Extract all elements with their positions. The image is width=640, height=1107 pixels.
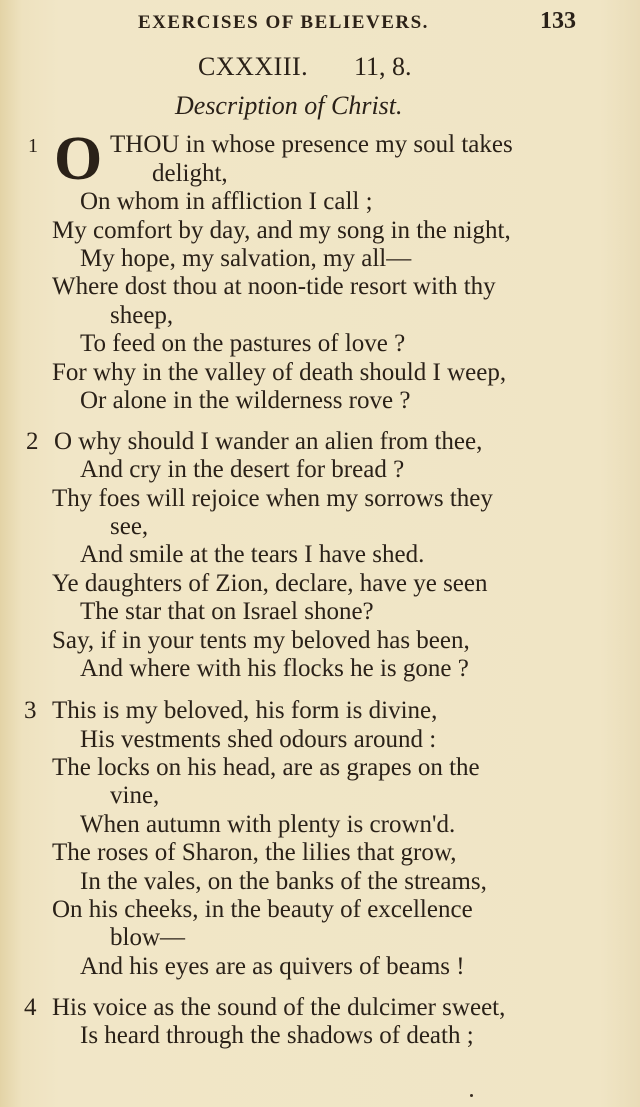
stanza-1-line-6: Where dost thou at noon-tide resort with thy	[52, 273, 496, 300]
stanza-1-line-2: delight,	[152, 160, 228, 187]
stanza-4-line-2: Is heard through the shadows of death ;	[80, 1022, 474, 1049]
ink-speck	[470, 1094, 473, 1097]
stanza-2-number: 2	[26, 428, 39, 455]
stanza-1-line-3: On whom in affliction I call ;	[80, 188, 373, 215]
stanza-2-line-1: O why should I wander an alien from thee,	[54, 428, 483, 455]
stanza-3-line-6: The roses of Sharon, the lilies that grow,	[52, 839, 457, 866]
page-number: 133	[540, 8, 576, 34]
stanza-2-line-3: Thy foes will rejoice when my sorrows they	[52, 485, 493, 512]
stanza-3-number: 3	[24, 697, 37, 724]
stanza-1-line-8: To feed on the pastures of love ?	[80, 330, 406, 357]
stanza-2-line-9: And where with his flocks he is gone ?	[80, 655, 469, 682]
stanza-2-line-6: Ye daughters of Zion, declare, have ye seen	[52, 570, 488, 597]
stanza-2-line-4: see,	[110, 513, 149, 540]
stanza-2-line-8: Say, if in your tents my beloved has been,	[52, 627, 470, 654]
hymn-number: CXXXIII.	[198, 52, 309, 81]
stanza-1-line-4: My comfort by day, and my song in the night,	[52, 217, 511, 244]
drop-cap: O	[54, 125, 103, 193]
hymn-title: Description of Christ.	[175, 91, 403, 120]
hymn-meter: 11, 8.	[354, 52, 412, 81]
stanza-2-line-5: And smile at the tears I have shed.	[80, 541, 425, 568]
stanza-4-number: 4	[24, 994, 37, 1021]
stanza-3-line-10: And his eyes are as quivers of beams !	[80, 953, 465, 980]
stanza-1-line-10: Or alone in the wilderness rove ?	[80, 387, 411, 414]
stanza-1-line-1: THOU in whose presence my soul takes	[110, 131, 513, 158]
stanza-3-line-2: His vestments shed odours around :	[80, 726, 437, 753]
running-head	[0, 8, 640, 42]
stanza-2-line-2: And cry in the desert for bread ?	[80, 456, 405, 483]
stanza-3-line-5: When autumn with plenty is crown'd.	[80, 811, 456, 838]
stanza-4-line-1: His voice as the sound of the dulcimer sweet,	[52, 994, 506, 1021]
stanza-1-number: 1	[28, 135, 38, 157]
stanza-1-line-5: My hope, my salvation, my all—	[80, 245, 412, 272]
stanza-3-line-4: vine,	[110, 782, 160, 809]
stanza-3-line-7: In the vales, on the banks of the streams,	[80, 868, 487, 895]
stanza-3-line-3: The locks on his head, are as grapes on the	[52, 754, 480, 781]
stanza-2-line-7: The star that on Israel shone?	[80, 598, 374, 625]
stanza-1-line-9: For why in the valley of death should I weep,	[52, 359, 507, 386]
running-title: EXERCISES OF BELIEVERS.	[138, 12, 429, 33]
stanza-1-line-7: sheep,	[110, 302, 174, 329]
stanza-3-line-1: This is my beloved, his form is divine,	[52, 697, 438, 724]
stanza-3-line-8: On his cheeks, in the beauty of excellence	[52, 896, 473, 923]
stanza-3-line-9: blow—	[110, 924, 185, 951]
